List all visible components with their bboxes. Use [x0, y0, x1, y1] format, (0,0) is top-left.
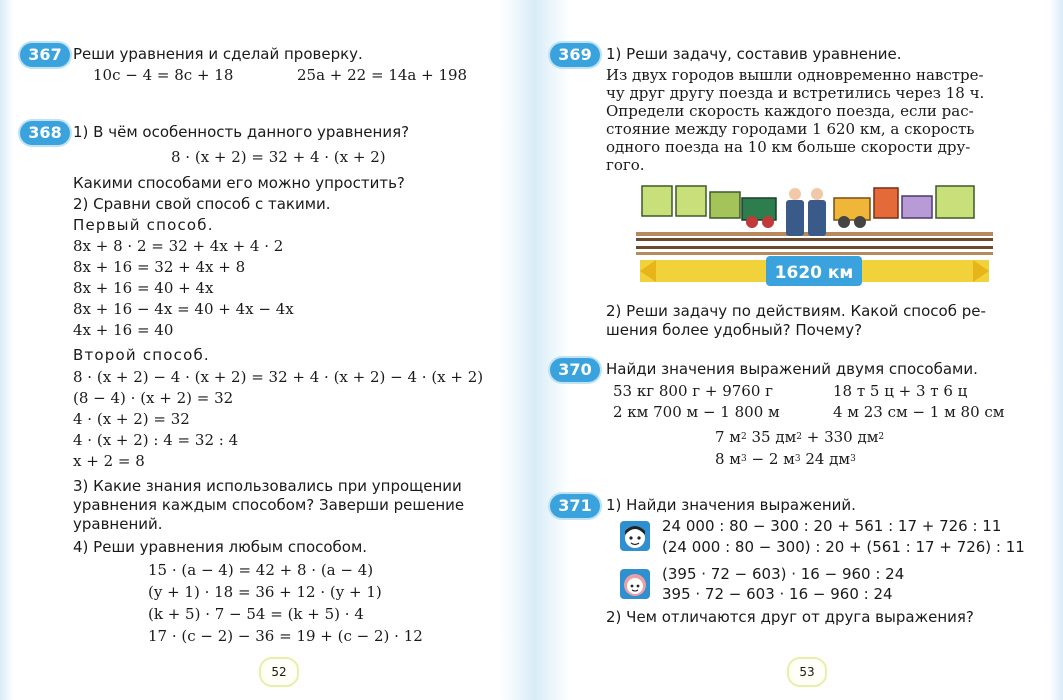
exercise-368-q1: 1) В чём особенность данного уравнения?	[73, 123, 410, 141]
first-method-step: 8x + 8 · 2 = 32 + 4x + 4 · 2	[73, 237, 284, 255]
first-method-step: 8x + 16 − 4x = 40 + 4x − 4x	[73, 300, 294, 318]
expression-371-b: (395 · 72 − 603) · 16 − 960 : 24	[662, 565, 905, 583]
exercise-368-q3: уравнений.	[73, 515, 163, 533]
exercise-369-text: одного поезда на 10 км больше скорости дру-	[606, 138, 971, 156]
page-number-right: 53	[787, 657, 827, 687]
girl-face-icon	[620, 569, 650, 599]
first-method-title: Первый способ.	[73, 216, 214, 234]
trains-illustration	[636, 182, 993, 290]
expression-370-area: 7 $м^2$ 35 $дм^2 + 330$ $дм^2$	[715, 428, 885, 446]
expression-371-a: 24 000 : 80 − 300 : 20 + 561 : 17 + 726 : 11	[662, 517, 1002, 535]
exercise-369-text: Определи скорость каждого поезда, если рас-	[606, 102, 974, 120]
second-method-step: x + 2 = 8	[73, 452, 145, 470]
exercise-368-q2: 2) Сравни свой способ с такими.	[73, 195, 331, 213]
exercise-367-badge: 367	[20, 43, 70, 67]
exercise-369-text: Из двух городов вышли одновременно навстре-	[606, 66, 984, 84]
expression-370-volume: 8 $м^3 - 2$ $м^3$ 24 $дм^3$	[715, 450, 856, 468]
expression-370: 2 км 700 м − 1 800 м	[613, 403, 780, 421]
expression-370: 4 м 23 см − 1 м 80 см	[833, 403, 1005, 421]
exercise-368-q4: 4) Реши уравнения любым способом.	[73, 538, 368, 556]
exercise-369-q2: 2) Реши задачу по действиям. Какой способ ре-	[606, 302, 986, 320]
equation-4: (k + 5) · 7 − 54 = (k + 5) · 4	[148, 605, 364, 623]
page-edge-left	[0, 0, 14, 700]
expression-370: 53 кг 800 г + 9760 г	[613, 382, 774, 400]
exercise-368-q-ways: Какими способами его можно упростить?	[73, 174, 405, 192]
book-spine	[500, 0, 570, 700]
second-method-step: 4 · (x + 2) : 4 = 32 : 4	[73, 431, 239, 449]
second-method-step: 8 · (x + 2) − 4 · (x + 2) = 32 + 4 · (x + 2) − 4 · (x + 2)	[73, 368, 484, 386]
exercise-367-title: Реши уравнения и сделай проверку.	[73, 45, 363, 63]
exercise-368-q3: 3) Какие знания использовались при упрощении	[73, 477, 462, 495]
expression-370: 18 т 5 ц + 3 т 6 ц	[833, 382, 968, 400]
equation-4: 15 · (a − 4) = 42 + 8 · (a − 4)	[148, 561, 374, 579]
exercise-369-q2: шения более удобный? Почему?	[606, 321, 863, 339]
exercise-367-eq1: 10c − 4 = 8c + 18	[93, 66, 234, 84]
first-method-step: 8x + 16 = 40 + 4x	[73, 279, 214, 297]
exercise-371-badge: 371	[550, 494, 600, 518]
page-edge-right	[1049, 0, 1063, 700]
exercise-369-q1: 1) Реши задачу, составив уравнение.	[606, 45, 902, 63]
first-method-step: 8x + 16 = 32 + 4x + 8	[73, 258, 246, 276]
exercise-368-main-eq: 8 · (x + 2) = 32 + 4 · (x + 2)	[171, 148, 386, 166]
exercise-368-badge: 368	[20, 121, 70, 145]
exercise-368-q3: уравнения каждым способом? Заверши решение	[73, 496, 465, 514]
second-method-step: (8 − 4) · (x + 2) = 32	[73, 389, 234, 407]
exercise-370-badge: 370	[550, 358, 600, 382]
exercise-371-q1: 1) Найди значения выражений.	[606, 496, 856, 514]
exercise-370-title: Найди значения выражений двумя способами.	[606, 360, 978, 378]
expression-371-b: 395 · 72 − 603 · 16 − 960 : 24	[662, 585, 893, 603]
page-number-left: 52	[259, 657, 299, 687]
boy-face-icon	[620, 521, 650, 551]
second-method-title: Второй способ.	[73, 346, 210, 364]
exercise-369-text: стояние между городами 1 620 км, а скорость	[606, 120, 975, 138]
distance-label: 1620 км	[774, 263, 854, 283]
exercise-367-eq2: 25a + 22 = 14a + 198	[297, 66, 468, 84]
exercise-369-text: гого.	[606, 156, 645, 174]
equation-4: (y + 1) · 18 = 36 + 12 · (y + 1)	[148, 583, 382, 601]
exercise-371-q2: 2) Чем отличаются друг от друга выражения?	[606, 608, 974, 626]
second-method-step: 4 · (x + 2) = 32	[73, 410, 190, 428]
equation-4: 17 · (c − 2) − 36 = 19 + (c − 2) · 12	[148, 627, 423, 645]
first-method-step: 4x + 16 = 40	[73, 321, 174, 339]
expression-371-a: (24 000 : 80 − 300) : 20 + (561 : 17 + 726) : 11	[662, 538, 1025, 556]
exercise-369-badge: 369	[550, 43, 600, 67]
exercise-369-text: чу друг другу поезда и встретились через 18 ч.	[606, 84, 985, 102]
